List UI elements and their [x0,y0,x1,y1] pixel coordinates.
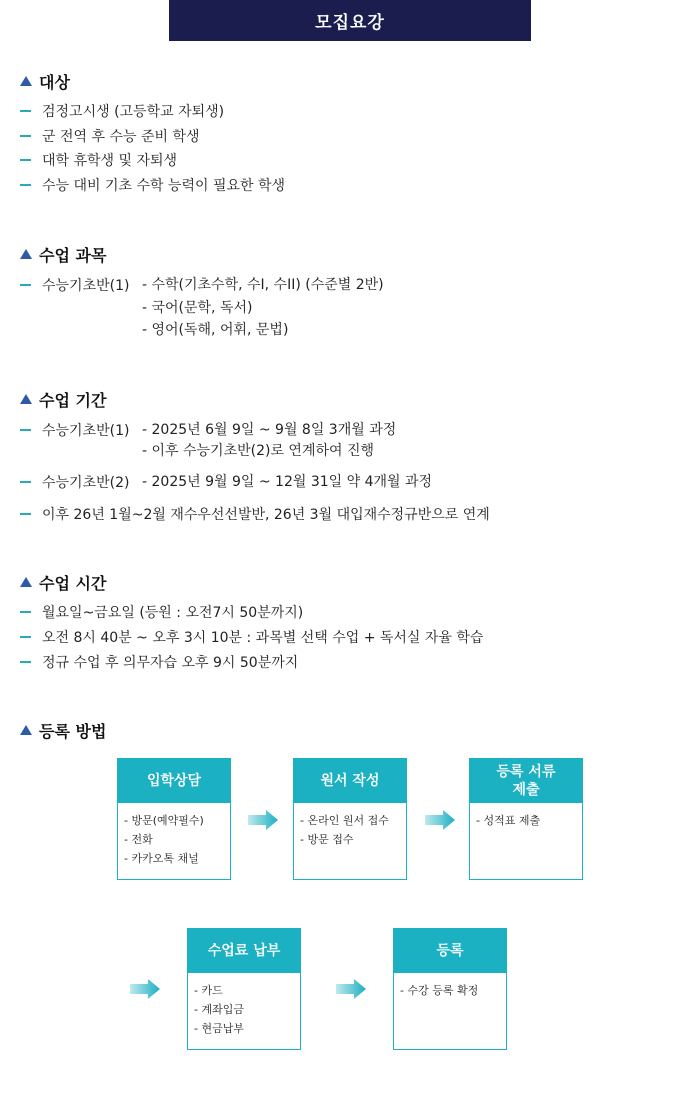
arrow-right-icon [336,979,366,999]
step-card-enrollment [393,928,507,1050]
list-item [20,175,285,195]
list-item-text: 수능 대비 기초 수학 능력이 필요한 학생 [42,178,286,194]
section-title-label: 수업 기간 [39,391,107,410]
list-item [20,602,303,622]
page-banner: 모집요강 [169,0,531,41]
step-card-payment [187,928,301,1050]
section-title-label: 수업 시간 [39,574,107,593]
subject-detail: - 영어(독해, 어휘, 문법) [142,322,289,338]
course-name: 수능기초반(1) [42,423,130,439]
dash-icon [20,429,31,431]
step-title: 원서 작성 [294,759,406,803]
step-card-application [293,758,407,880]
arrow-right-icon [130,979,160,999]
subject-detail: - 국어(문학, 독서) [142,300,253,316]
list-item-text: 군 전역 후 수능 준비 학생 [42,129,200,145]
step-line: - 카드 [194,984,223,997]
step-line: - 수강 등록 확정 [400,984,479,997]
dash-icon [20,481,31,483]
step-body [470,803,582,838]
period-detail: - 2025년 9월 9일 ~ 12월 31일 약 4개월 과정 [142,474,433,490]
period-detail: - 2025년 6월 9일 ~ 9월 8일 3개월 과정 [142,422,397,438]
dash-icon [20,661,31,663]
list-item-text: 검정고시생 (고등학교 자퇴생) [42,104,225,120]
section-title-period [20,388,106,411]
list-item [20,126,200,146]
step-title: 등록 [394,929,506,973]
step-body [118,803,230,876]
dash-icon [20,284,31,286]
list-item-text: 대학 휴학생 및 자퇴생 [42,153,178,169]
section-title-subjects [20,243,106,266]
step-title: 수업료 납부 [188,929,300,973]
list-item [20,627,483,647]
step-line: - 전화 [124,833,153,846]
triangle-icon [20,76,32,86]
section-title-label: 등록 방법 [39,722,107,741]
section-title-registration [20,719,106,742]
subject-detail: - 수학(기초수학, 수I, 수II) (수준별 2반) [142,277,384,293]
period-detail: - 이후 수능기초반(2)로 연계하여 진행 [142,443,375,459]
step-line: - 방문 접수 [300,833,354,846]
dash-icon [20,135,31,137]
step-body [294,803,406,857]
step-line: - 방문(예약필수) [124,814,204,827]
triangle-icon [20,577,32,587]
list-item-text: 월요일~금요일 (등원 : 오전7시 50분까지) [42,605,304,621]
step-line: - 온라인 원서 접수 [300,814,389,827]
step-line: - 현금납부 [194,1022,244,1035]
step-line: - 성적표 제출 [476,814,541,827]
arrow-right-icon [248,810,278,830]
list-item-text: 정규 수업 후 의무자습 오후 9시 50분까지 [42,655,299,671]
dash-icon [20,184,31,186]
step-body [394,973,506,1008]
list-item-text: 이후 26년 1월~2월 재수우선선발반, 26년 3월 대입재수정규반으로 연계 [42,507,490,523]
list-item [20,420,129,440]
course-name: 수능기초반(1) [42,278,130,294]
triangle-icon [20,249,32,259]
section-title-time [20,571,106,594]
triangle-icon [20,394,32,404]
dash-icon [20,513,31,515]
triangle-icon [20,725,32,735]
section-title-label: 대상 [39,73,70,92]
step-title: 등록 서류 제출 [470,759,582,803]
step-line: - 계좌입금 [194,1003,244,1016]
dash-icon [20,159,31,161]
list-item [20,101,224,121]
list-item [20,150,177,170]
step-body [188,973,300,1046]
list-item [20,472,129,492]
section-title-target [20,70,70,93]
step-card-consult [117,758,231,880]
dash-icon [20,611,31,613]
section-title-label: 수업 과목 [39,246,107,265]
course-name: 수능기초반(2) [42,475,130,491]
list-item-text: 오전 8시 40분 ~ 오후 3시 10분 : 과목별 선택 수업 + 독서실 자율 학습 [42,630,484,646]
arrow-right-icon [425,810,455,830]
step-line: - 카카오톡 채널 [124,852,199,865]
step-card-documents [469,758,583,880]
dash-icon [20,110,31,112]
dash-icon [20,636,31,638]
step-title: 입학상담 [118,759,230,803]
list-item [20,652,298,672]
list-item [20,504,490,524]
list-item [20,275,129,295]
